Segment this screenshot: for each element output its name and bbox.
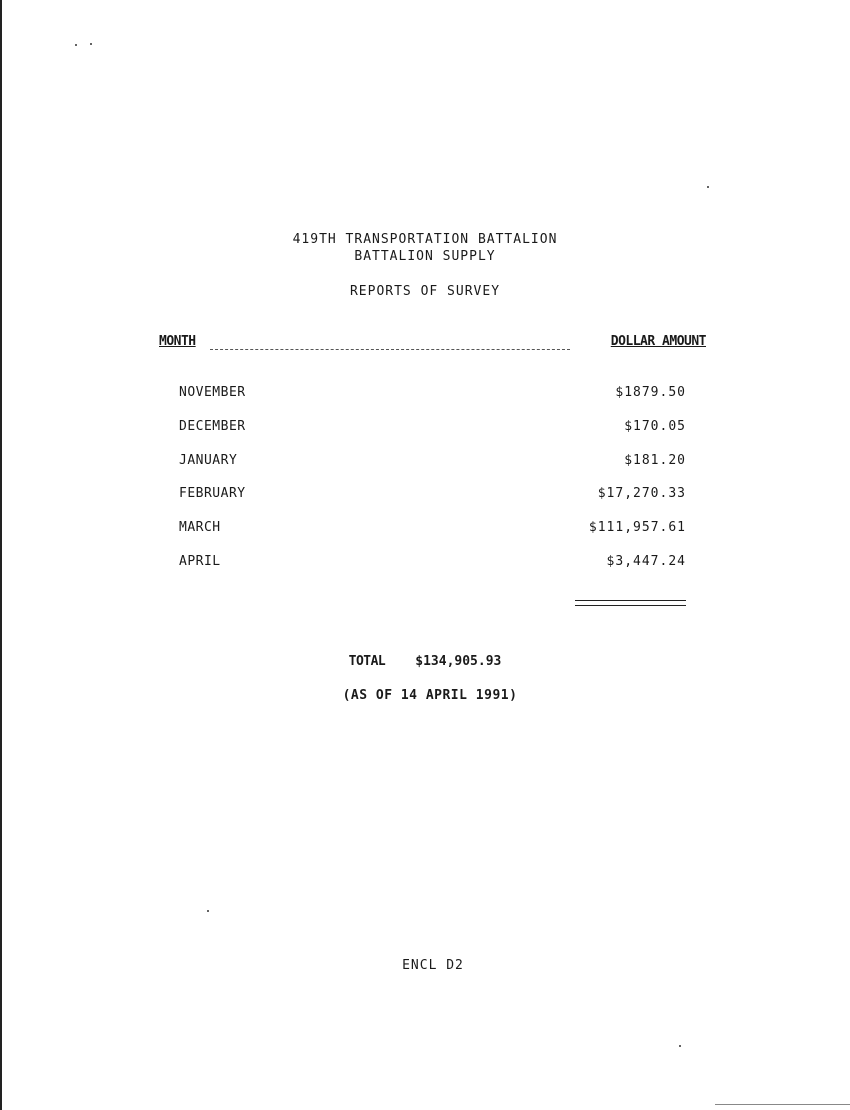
row-amount: $111,957.61 bbox=[588, 520, 686, 535]
row-month: FEBRUARY bbox=[179, 486, 246, 501]
column-header-amount: DOLLAR AMOUNT bbox=[610, 334, 706, 349]
row-month: JANUARY bbox=[179, 453, 238, 468]
row-amount: $17,270.33 bbox=[597, 486, 686, 501]
enclosure-label: ENCL D2 bbox=[402, 958, 464, 973]
scan-speck bbox=[75, 44, 77, 46]
page-left-edge bbox=[0, 0, 2, 1110]
unit-title: 419TH TRANSPORTATION BATTALION bbox=[292, 232, 558, 247]
row-month: DECEMBER bbox=[179, 419, 246, 434]
row-month: MARCH bbox=[179, 520, 221, 535]
row-amount: $181.20 bbox=[624, 453, 686, 468]
total-value: $134,905.93 bbox=[415, 654, 502, 669]
total-double-rule bbox=[575, 600, 686, 606]
as-of-date: (AS OF 14 APRIL 1991) bbox=[342, 688, 518, 703]
row-month: APRIL bbox=[179, 554, 221, 569]
total-label: TOTAL bbox=[348, 654, 386, 669]
bottom-edge-rule bbox=[715, 1104, 850, 1105]
report-title: REPORTS OF SURVEY bbox=[349, 284, 501, 299]
row-month: NOVEMBER bbox=[179, 385, 246, 400]
row-amount: $1879.50 bbox=[615, 385, 686, 400]
total-line bbox=[0, 654, 850, 669]
header-dashed-rule bbox=[210, 349, 570, 350]
scan-speck bbox=[207, 910, 209, 912]
scan-speck bbox=[679, 1045, 681, 1047]
scan-speck bbox=[707, 186, 709, 188]
row-amount: $170.05 bbox=[624, 419, 686, 434]
row-amount: $3,447.24 bbox=[606, 554, 686, 569]
column-header-month: MONTH bbox=[159, 334, 196, 349]
scan-speck bbox=[90, 43, 92, 45]
unit-subtitle: BATTALION SUPPLY bbox=[354, 249, 496, 264]
